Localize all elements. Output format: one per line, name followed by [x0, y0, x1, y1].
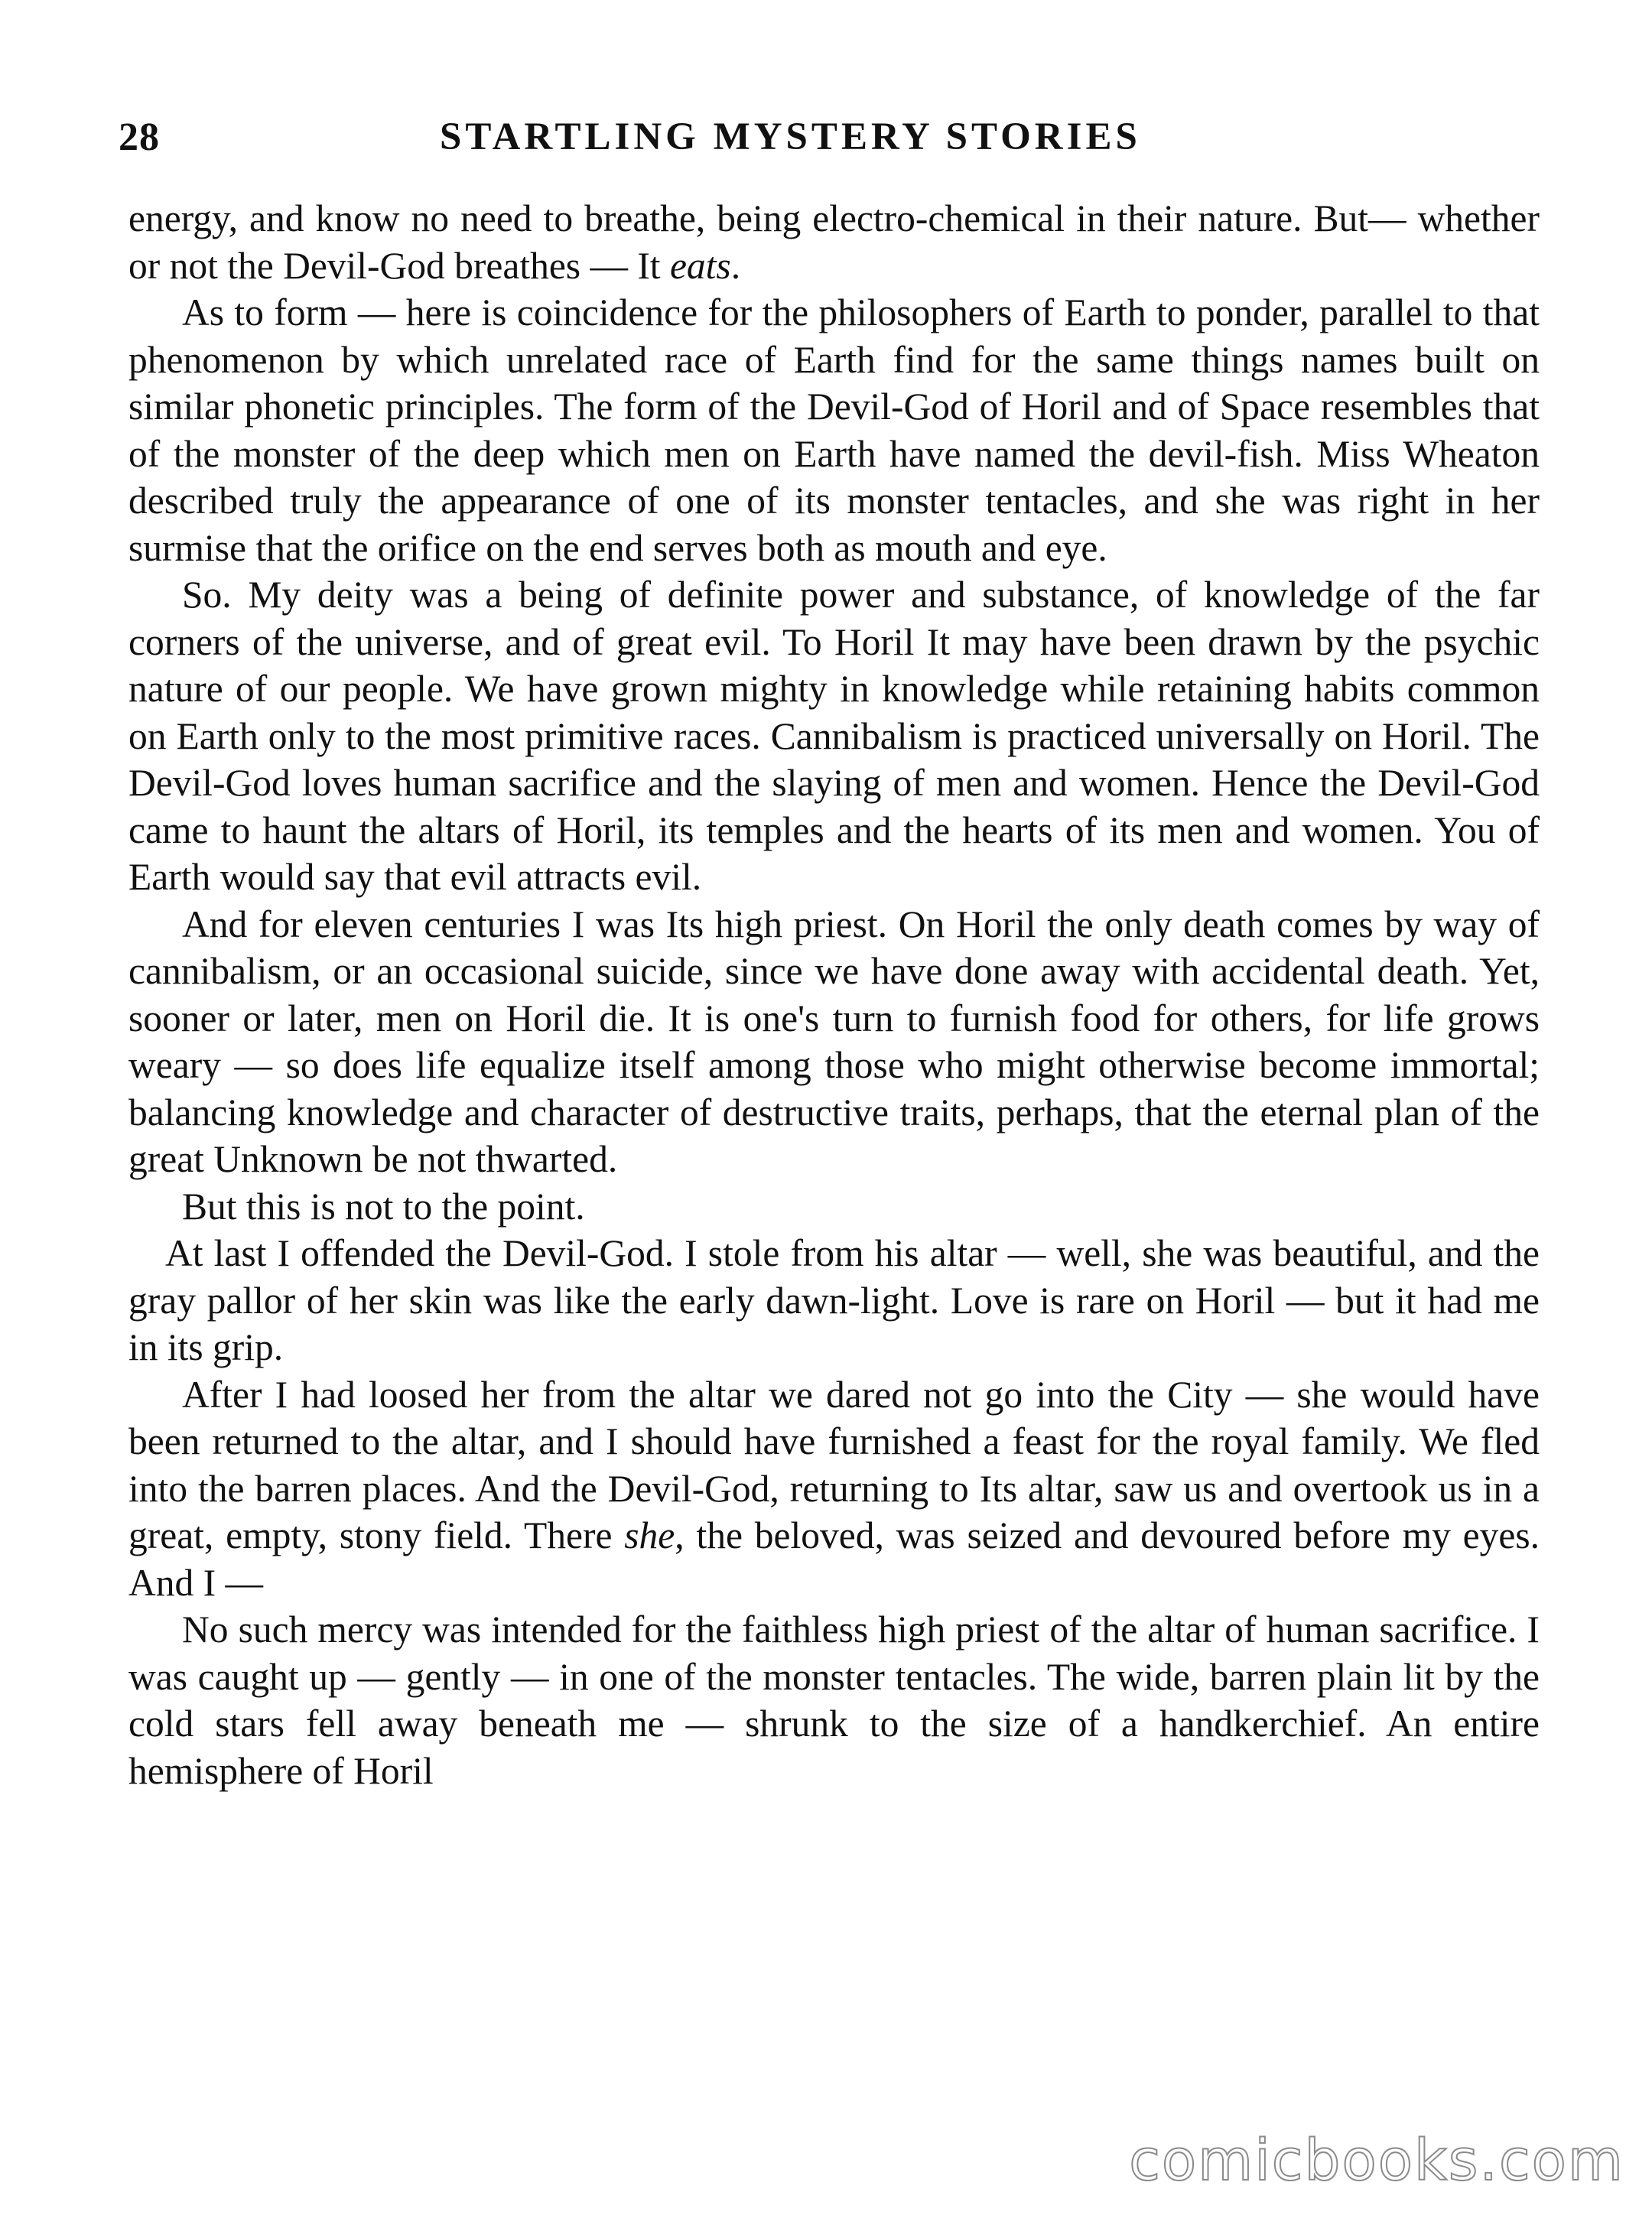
running-title: STARTLING MYSTERY STORIES	[440, 115, 1141, 158]
paragraph: As to form — here is coincidence for the philosophers of Earth to ponder, parallel to that phenomenon by which unrelated race of Earth find for the same things names built on similar phonetic principles. The form of the Devil-God of Horil and of Space resembles that of the monster of the deep which men on Earth have named the devil-fish. Miss Wheaton described truly the appearance of one of its monster tentacles, and she was right in her surmise that the orifice on the end serves both as mouth and eye.	[128, 291, 1540, 569]
paragraph: So. My deity was a being of definite power and substance, of knowledge of the far corners of the universe, and of great evil. To Horil It may have been drawn by the psychic nature of our people. We have grown mighty in knowledge while retaining habits common on Earth only to the most primitive races. Cannibalism is practiced universally on Horil. The Devil-God loves human sacrifice and the slaying of men and women. Hence the Devil-God came to haunt the altars of Horil, its temples and the hearts of its men and women. You of Earth would say that evil attracts evil.	[128, 574, 1540, 898]
watermark: comicbooks.com	[1129, 2128, 1624, 2194]
paragraph: But this is not to the point.	[182, 1185, 585, 1228]
paragraph: No such mercy was intended for the faithless high priest of the altar of human sacrifice. I was caught up — gently — in one of the monster tentacles. The wide, barren plain lit by the cold stars fell away beneath me — shrunk to the size of a handkerchief. An entire hemisphere of Horil	[128, 1608, 1540, 1792]
page-header	[119, 115, 1541, 184]
paragraph: energy, and know no need to breathe, being electro-chemical in their nature. But— whether or not the Devil-God breathes — It eats.	[128, 197, 1540, 287]
page-number: 28	[119, 115, 160, 159]
story-text	[128, 195, 1540, 1794]
paragraph: At last I offended the Devil-God. I stole from his altar — well, she was beautiful, and the gray pallor of her skin was like the early dawn-light. Love is rare on Horil — but it had me in its grip.	[128, 1232, 1540, 1368]
emphasis-text: she	[624, 1514, 675, 1556]
emphasis-text: eats	[669, 244, 731, 287]
paragraph: After I had loosed her from the altar we dared not go into the City — she would have been returned to the altar, and I should have furnished a feast for the royal family. We fled into the barren places. And the Devil-God, returning to Its altar, saw us and overtook us in a great, empty, stony field. There she, the beloved, was seized and devoured before my eyes. And I —	[128, 1373, 1540, 1604]
paragraph: And for eleven centuries I was Its high priest. On Horil the only death comes by way of cannibalism, or an occasional suicide, since we have done away with accidental death. Yet, sooner or later, men on Horil die. It is one's turn to furnish food for others, for life grows weary — so does life equalize itself among those who might otherwise become immortal; balancing knowledge and character of destructive traits, perhaps, that the eternal plan of the great Unknown be not thwarted.	[128, 902, 1540, 1180]
